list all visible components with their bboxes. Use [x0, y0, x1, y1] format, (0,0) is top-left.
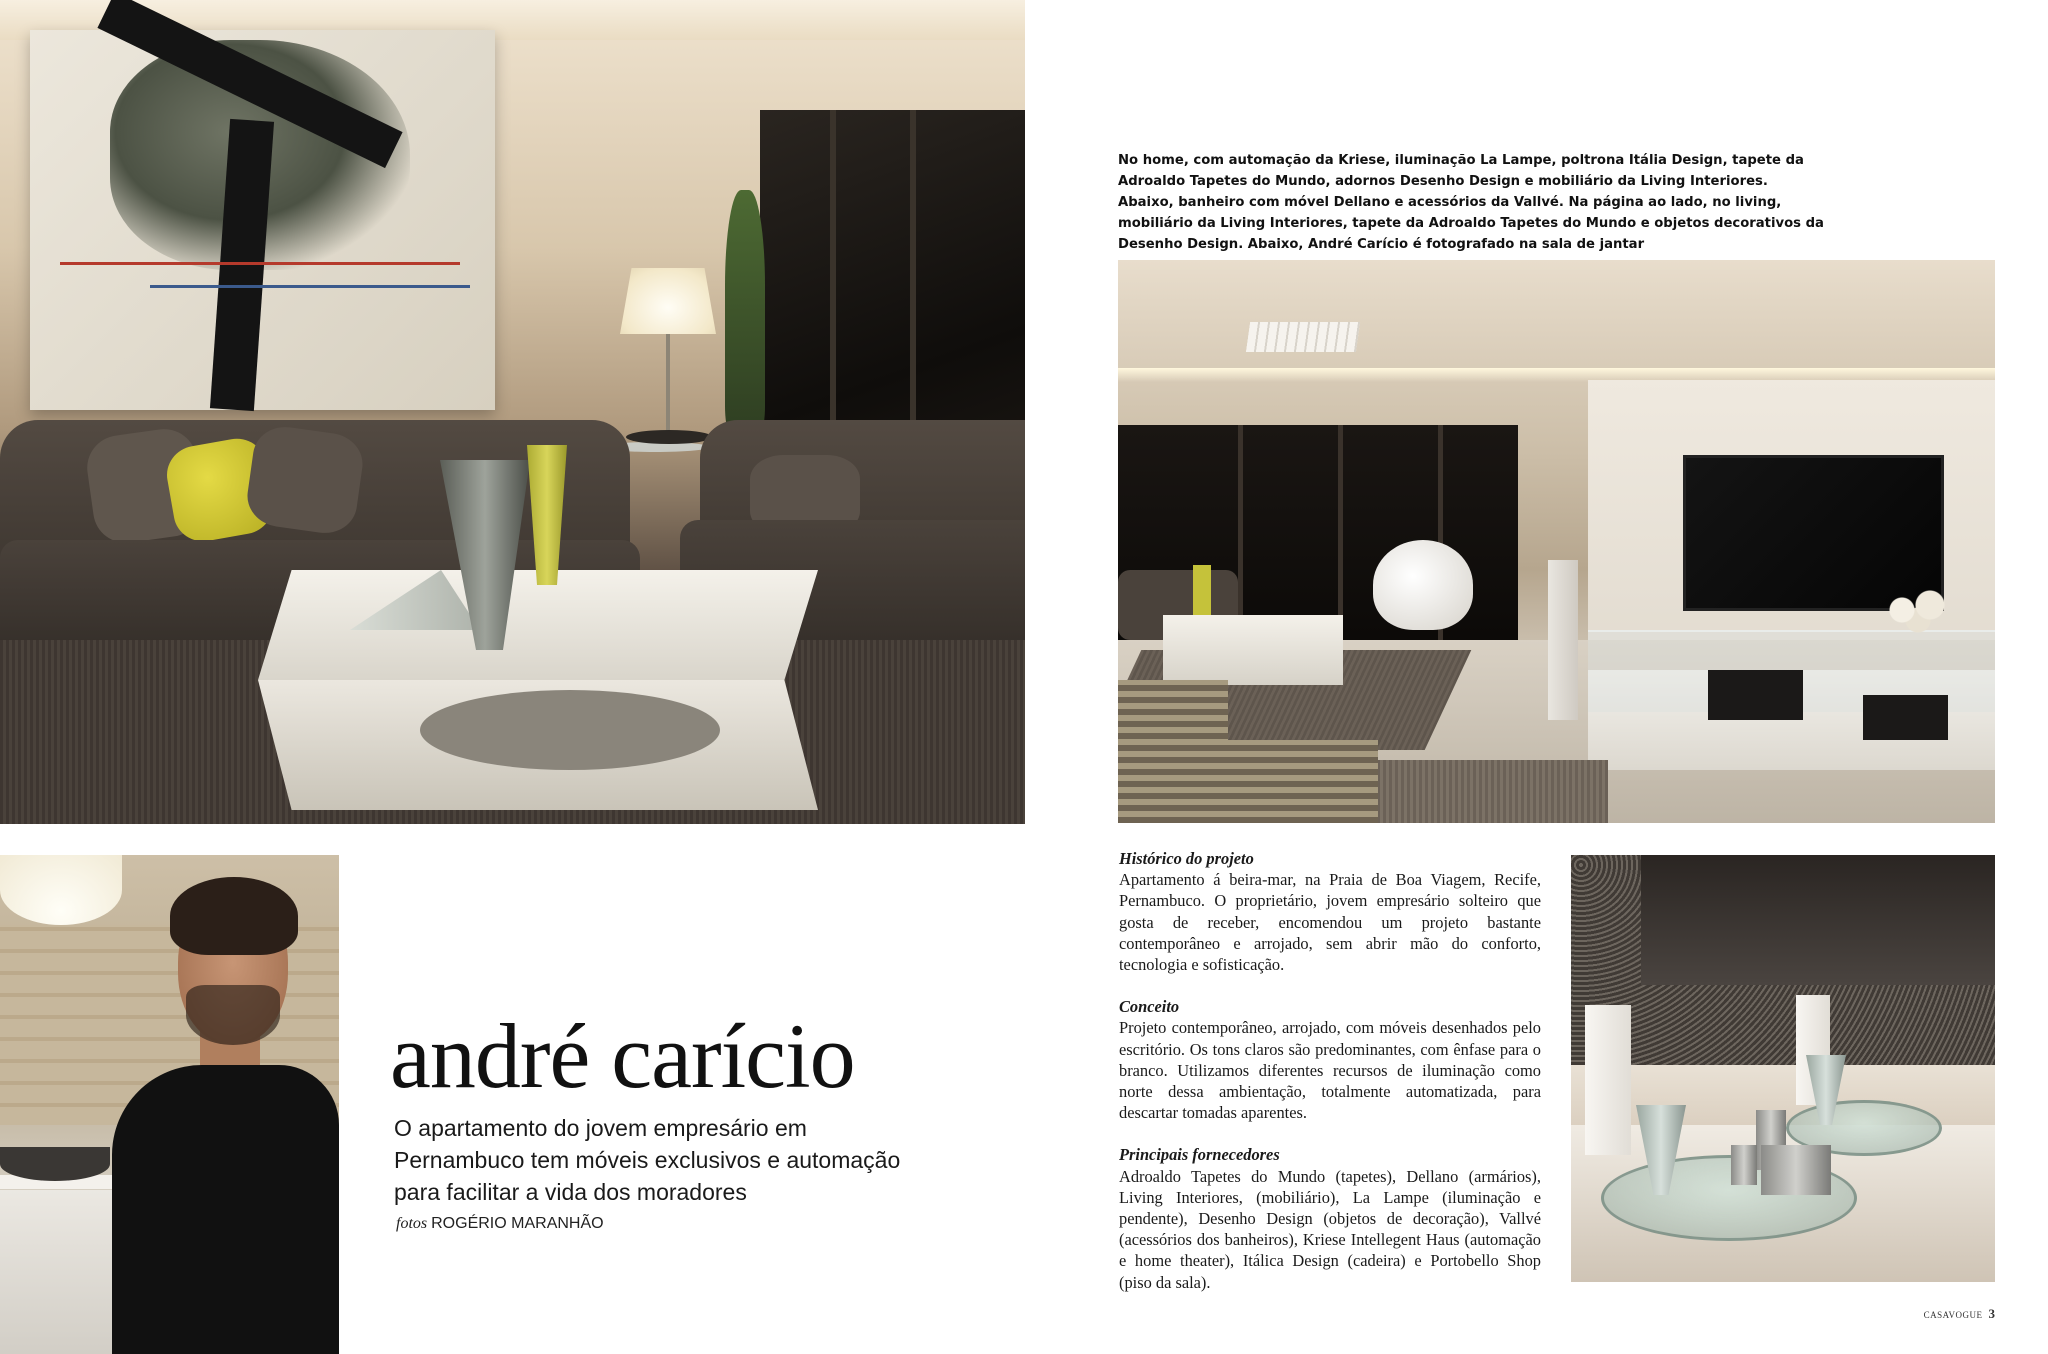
- photo-credit: [396, 1215, 604, 1233]
- dining-chair: [0, 1190, 130, 1354]
- striped-ottoman: [1228, 740, 1378, 823]
- coffee-table-opening: [420, 690, 720, 770]
- bowl: [0, 1147, 110, 1181]
- credit-label: fotos: [396, 1215, 428, 1232]
- striped-ottoman: [1118, 680, 1228, 823]
- photo-caption: No home, com automação da Kriese, iluminação La Lampe, poltrona Itália Design, tapete da Adroaldo Tapetes do Mundo, adornos Desenho Design e mobiliário da Living Interiores. Abaixo, banheiro com móvel Dellano e acessórios da Vallvé. Na página ao lado, no living, mobiliário da Living Interiores, tapete da Adroaldo Tapetes do Mundo e objetos decorativos da Desenho Design. Abaixo, André Carício é fotografado na sala de jantar: [1118, 153, 1824, 252]
- pillow: [244, 423, 367, 537]
- flower-arrangement: [1878, 585, 1958, 635]
- article-body: [1119, 848, 1541, 1314]
- plant: [725, 190, 765, 430]
- ceiling-ac-unit: [1246, 322, 1360, 352]
- section-conceito: [1119, 996, 1541, 1123]
- speaker: [1548, 560, 1578, 720]
- bathroom-photo: [1571, 855, 1995, 1282]
- white-armchair: [1373, 540, 1473, 630]
- hair: [170, 877, 298, 955]
- section-fornecedores: [1119, 1144, 1541, 1292]
- section-heading: Conceito: [1119, 997, 1180, 1017]
- article-title: andré carício: [390, 1005, 855, 1107]
- pendant-lamp: [0, 855, 122, 925]
- black-shirt: [112, 1065, 339, 1354]
- section-text: Projeto contemporâneo, arrojado, com móveis desenhados pelo escritório. Os tons claros são predominantes, com ênfase para o branco. Utilizamos diferentes recursos de iluminação como norte dessa ambientação, totalmente automatizada, para descartar tomadas aparentes.: [1119, 1018, 1541, 1123]
- floor-lamp-shade: [620, 268, 716, 334]
- painting-line: [60, 262, 460, 265]
- section-text: Apartamento á beira-mar, na Praia de Boa Viagem, Recife, Pernambuco. O proprietário, jovem empresário solteiro que gosta de receber, encomendou um projeto bastante contemporâneo e arrojado, sem abrir mão do conforto, tecnologia e sofisticação.: [1119, 870, 1541, 975]
- section-heading: Histórico do projeto: [1119, 849, 1254, 868]
- section-historico: [1119, 848, 1541, 975]
- lamp-base: [626, 430, 712, 444]
- yellow-vase: [1193, 565, 1211, 615]
- article-subtitle: O apartamento do jovem empresário em Pernambuco tem móveis exclusivos e automação para facilitar a vida dos moradores: [394, 1115, 901, 1205]
- portrait-photo: [0, 855, 339, 1354]
- mirror: [1641, 855, 1995, 985]
- rug: [1368, 760, 1608, 823]
- soap-dispenser: [1731, 1145, 1757, 1185]
- photographer-name: ROGÉRIO MARANHÃO: [431, 1215, 604, 1232]
- window-frame: [1338, 425, 1343, 640]
- page-number: 3: [1988, 1306, 1995, 1321]
- window-frame: [1238, 425, 1243, 640]
- magazine-name: casavogue: [1923, 1306, 1983, 1321]
- coffee-table-top: [258, 570, 818, 680]
- beard: [186, 985, 280, 1045]
- section-heading: Principais fornecedores: [1119, 1145, 1280, 1165]
- steel-container: [1761, 1145, 1831, 1195]
- painting-line: [150, 285, 470, 288]
- media-device: [1708, 670, 1803, 720]
- towel: [1585, 1005, 1631, 1155]
- living-room-photo: [0, 0, 1025, 824]
- media-device: [1863, 695, 1948, 740]
- section-text: Adroaldo Tapetes do Mundo (tapetes), Dellano (armários), Living Interiores, (mobiliário), La Lampe (iluminação e pendente), Desenho Design (objetos de decoração), Vallvé (acessórios dos banheiros), Kriese Intellegent Haus (automação e home theater), Itálica Design (cadeira) e Portobello Shop (piso da sala).: [1119, 1166, 1541, 1292]
- living-room-wide-photo: [1118, 260, 1995, 823]
- floor-lamp-pole: [666, 334, 670, 434]
- coffee-table: [1163, 615, 1343, 685]
- page-footer: [1924, 1306, 1995, 1322]
